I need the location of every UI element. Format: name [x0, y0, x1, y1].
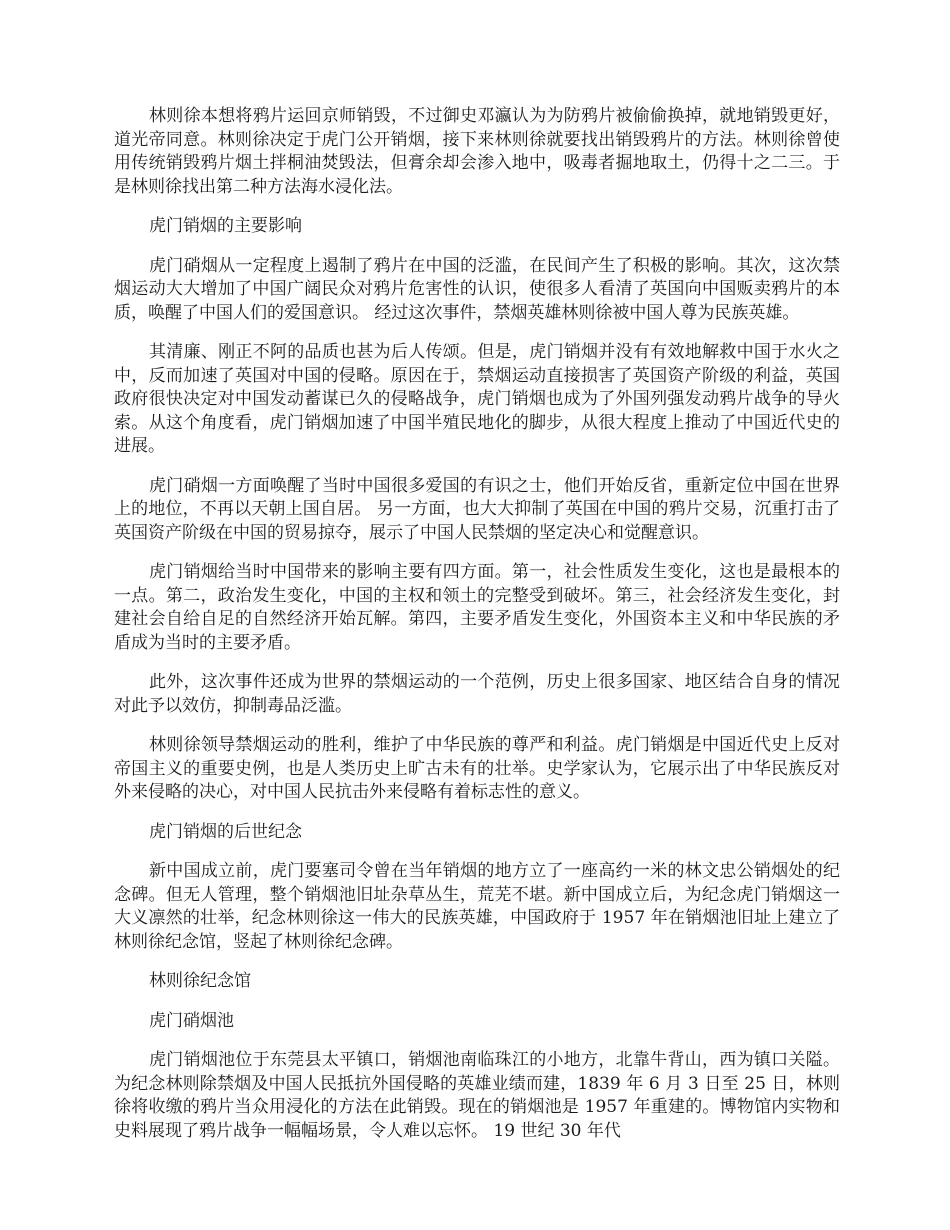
paragraph-lin-zexu-destruction-method: 林则徐本想将鸦片运回京师销毁，不过御史邓瀛认为为防鸦片被偷偷换掉，就地销毁更好，道光帝同意。林则徐决定于虎门公开销烟，接下来林则徐就要找出销毁鸦片的方法。林则徐曾使用传统销毁鸦片烟土拌桐油焚毁法，但膏余却会渗入地中，吸毒者掘地取土，仍得十之二三。于是林则徐找出第二种方法海水浸化法。: [114, 106, 840, 197]
document-body: [114, 105, 840, 1159]
paragraph-victory-significance: 林则徐领导禁烟运动的胜利，维护了中华民族的尊严和利益。虎门销烟是中国近代史上反对帝国主义的重要史例，也是人类历史上旷古未有的壮举。史学家认为，它展示出了中华民族反对外来侵略的决心，对中国人民抗击外来侵略有着标志性的意义。: [114, 735, 840, 802]
paragraph-memorial-history: 新中国成立前，虎门要塞司令曾在当年销烟的地方立了一座高约一米的林文忠公销烟处的纪念碑。但无人管理，整个销烟池旧址杂草丛生，荒芜不堪。新中国成立后，为纪念虎门销烟这一大义凛然的壮举，纪念林则徐这一伟大的民族英雄，中国政府于 1957 年在销烟池旧址上建立了林则徐纪念馆，竖起了林则徐纪念碑。: [114, 861, 840, 952]
paragraph-awakening: 虎门硝烟一方面唤醒了当时中国很多爱国的有识之士，他们开始反省，重新定位中国在世界上的地位，不再以天朝上国自居。 另一方面，也大大抑制了英国在中国的鸦片交易，沉重打击了英国资产阶级在中国的贸易掠夺，展示了中国人民禁烟的坚定决心和觉醒意识。: [114, 475, 840, 543]
heading-memorial-hall: 林则徐纪念馆: [149, 971, 251, 991]
paragraph-world-example: 此外，这次事件还成为世界的禁烟运动的一个范例，历史上很多国家、地区结合自身的情况对此予以效仿，抑制毒品泛滥。: [114, 672, 840, 716]
heading-later-commemoration: 虎门销烟的后世纪念: [149, 821, 302, 842]
paragraph-pool-description: 虎门销烟池位于东莞县太平镇口，销烟池南临珠江的小地方，北靠牛背山，西为镇口关隘。为纪念林则除禁烟及中国人民抵抗外国侵略的英雄业绩而建，1839 年 6 月 3 日至 25 日，林则徐将收缴的鸦片当众用浸化的方法在此销毁。现在的销烟池是 1957 年重建的。博物馆内实物和史料展现了鸦片战争一幅幅场景，令人难以忘怀。 19 世纪 30 年代: [114, 1050, 840, 1141]
paragraph-positive-impact: 虎门硝烟从一定程度上遏制了鸦片在中国的泛滥，在民间产生了积极的影响。其次，这次禁烟运动大大增加了中国广阔民众对鸦片危害性的认识，使很多人看清了英国向中国贩卖鸦片的本质，唤醒了中国人们的爱国意识。 经过这次事件，禁烟英雄林则徐被中国人尊为民族英雄。: [114, 255, 840, 323]
paragraph-four-aspects: 虎门销烟给当时中国带来的影响主要有四方面。第一，社会性质发生变化，这也是最根本的一点。第二，政治发生变化，中国的主权和领土的完整受到破坏。第三，社会经济发生变化，封建社会自给自足的自然经济开始瓦解。第四，主要矛盾发生变化，外国资本主义和中华民族的矛盾成为当时的主要矛盾。: [114, 562, 840, 653]
heading-opium-pool: 虎门硝烟池: [149, 1010, 234, 1031]
heading-main-impact: 虎门销烟的主要影响: [149, 216, 302, 236]
paragraph-integrity-and-war: 其清廉、刚正不阿的品质也甚为后人传颂。但是，虎门销烟并没有有效地解救中国于水火之中，反而加速了英国对中国的侵略。原因在于，禁烟运动直接损害了英国资产阶级的利益，英国政府很快决定对中国发动蓄谋已久的侵略战争，虎门销烟也成为了外国列强发动鸦片战争的导火索。从这个角度看，虎门销烟加速了中国半殖民地化的脚步，从很大程度上推动了中国近代史的进展。: [114, 342, 840, 456]
